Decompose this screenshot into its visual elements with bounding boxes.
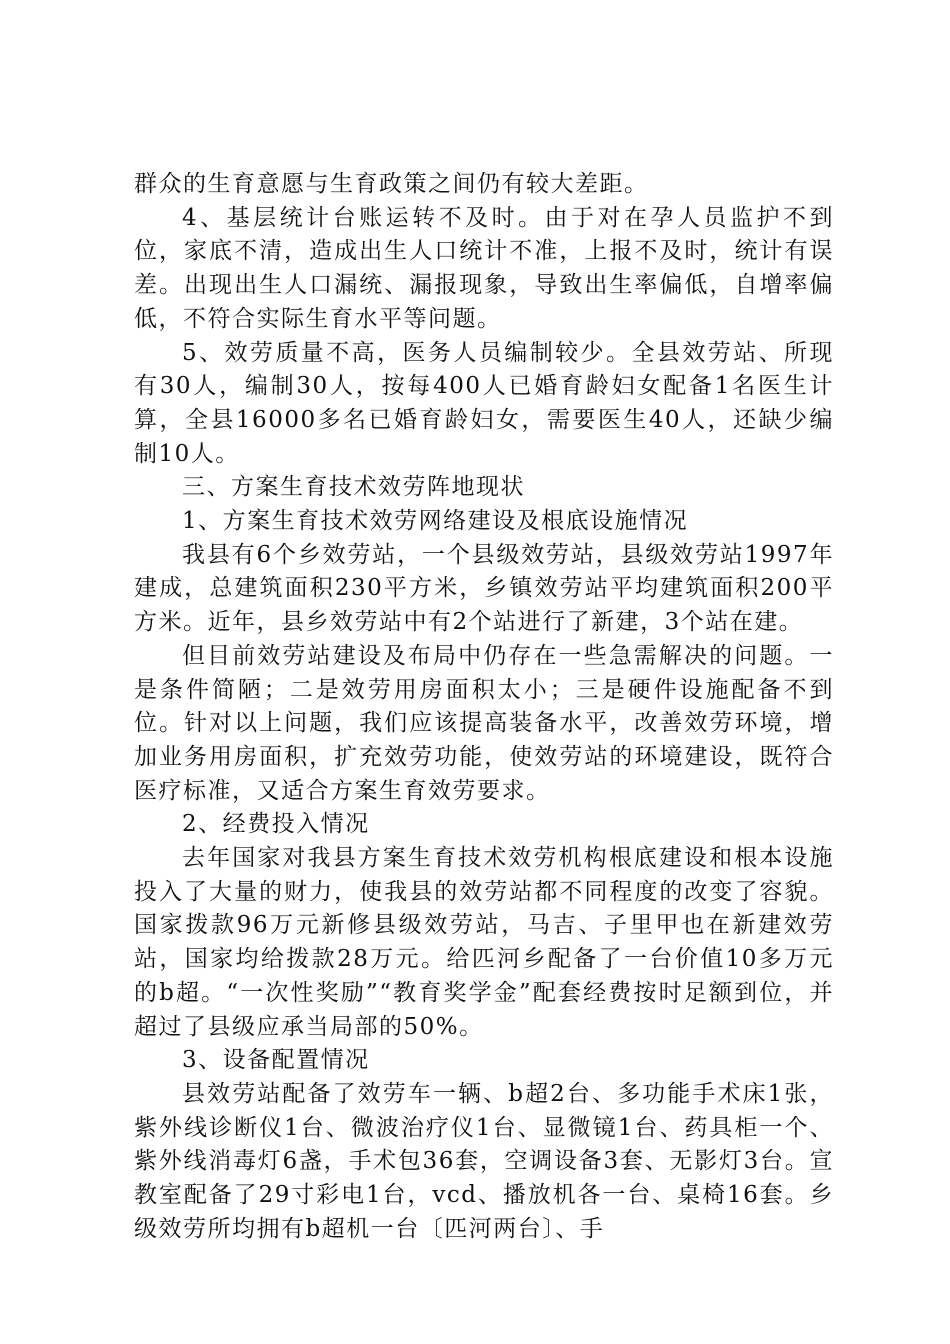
document-body	[134, 168, 834, 1247]
subheading-3: 3、设备配置情况	[182, 1047, 370, 1074]
paragraph-1: 群众的生育意愿与生育政策之间仍有较大差距。	[134, 171, 649, 197]
section-heading-3: 三、方案生育技术效劳阵地现状	[182, 474, 525, 501]
paragraph-7: 县效劳站配备了效劳车一辆、b超2台、多功能手术床1张，紫外线诊断仪1台、微波治疗仪1台、显微镜1台、药具柜一个、紫外线消毒灯6盏，手术包36套，空调设备3套、无影灯3台。宣教室配备了29寸彩电1台，vcd、播放机各一台、桌椅16套。乡级效劳所均拥有b超机一台〔匹河两台〕、手	[134, 1080, 834, 1242]
paragraph-6: 去年国家对我县方案生育技术效劳机构根底建设和根本设施投入了大量的财力，使我县的效劳站都不同程度的改变了容貌。国家拨款96万元新修县级效劳站，马吉、子里甲也在新建效劳站，国家均给拨款28万元。给匹河乡配备了一台价值10多万元的b超。“一次性奖励”“教育奖学金”配套经费按时足额到位，并超过了县级应承当局部的50%。	[134, 845, 834, 1040]
paragraph-2: 4、基层统计台账运转不及时。由于对在孕人员监护不到位，家底不清，造成出生人口统计不准，上报不及时，统计有误差。出现出生人口漏统、漏报现象，导致出生率偏低，自增率偏低，不符合实际生育水平等问题。	[134, 204, 834, 332]
paragraph-5: 但目前效劳站建设及布局中仍存在一些急需解决的问题。一是条件简陋；二是效劳用房面积太小；三是硬件设施配备不到位。针对以上问题，我们应该提高装备水平，改善效劳环境，增加业务用房面积，扩充效劳功能，使效劳站的环境建设，既符合医疗标准，又适合方案生育效劳要求。	[134, 642, 834, 804]
paragraph-3: 5、效劳质量不高，医务人员编制较少。全县效劳站、所现有30人，编制30人，按每400人已婚育龄妇女配备1名医生计算，全县16000多名已婚育龄妇女，需要医生40人，还缺少编制10人。	[134, 339, 834, 467]
subheading-1: 1、方案生育技术效劳网络建设及根底设施情况	[182, 508, 689, 535]
paragraph-4: 我县有6个乡效劳站，一个县级效劳站，县级效劳站1997年建成，总建筑面积230平方米，乡镇效劳站平均建筑面积200平方米。近年，县乡效劳站中有2个站进行了新建，3个站在建。	[134, 541, 834, 636]
subheading-2: 2、经费投入情况	[182, 811, 370, 838]
